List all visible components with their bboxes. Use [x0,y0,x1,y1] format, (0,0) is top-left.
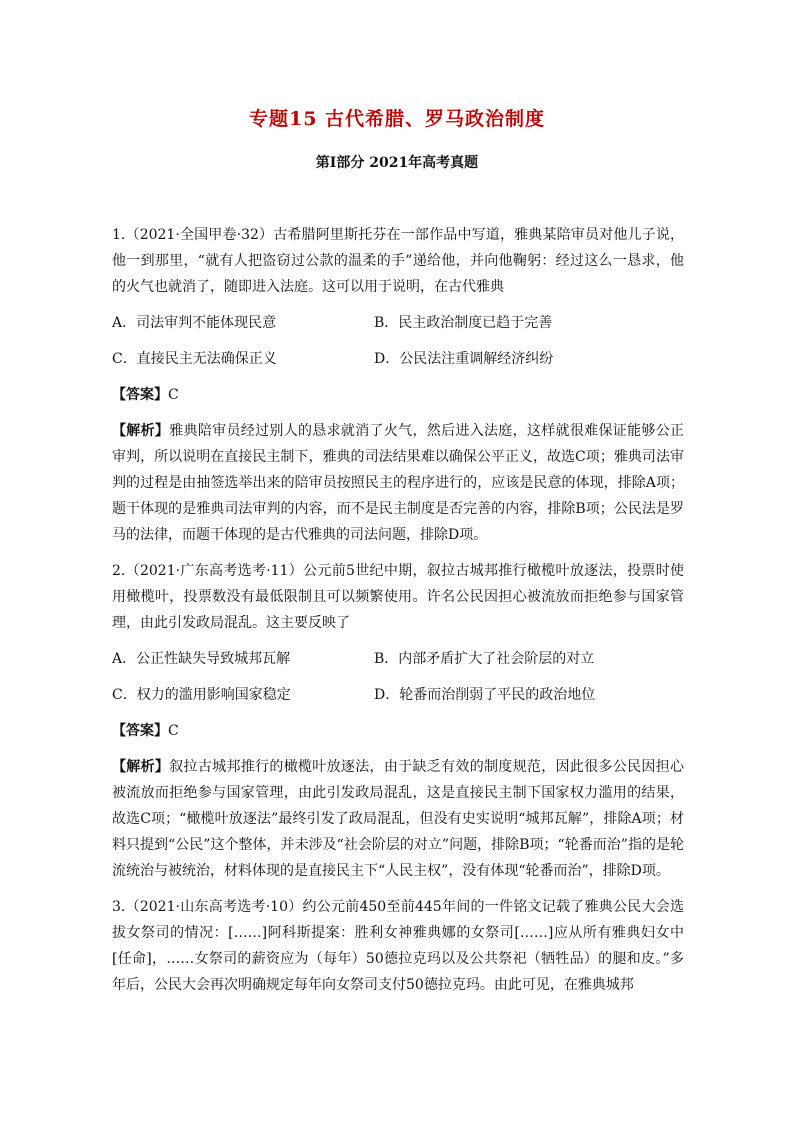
answer-label: 【答案】 [112,723,168,739]
question-1-option-a: A．司法审判不能体现民意 [112,315,277,331]
answer-value: C [168,387,179,403]
analysis-label: 【解析】 [112,759,170,775]
analysis-text: 雅典陪审员经过别人的恳求就消了火气，然后进入法庭，这样就很难保证能够公正审判，所以说明在直接民主制下，雅典的司法结果难以确保公平正义，故选C项；雅典司法审判的过程是由抽签选举出来的陪审员按照民主的程序进行的，应该是民意的体现，排除A项；题干体现的是雅典司法审判的内容，而不是民主制度是否完善的内容，排除B项；公民法是罗马的法律，而题干体现的是古代雅典的司法问题，排除D项。 [112,423,685,543]
question-1-option-c: C．直接民主无法确保正义 [112,351,277,367]
question-1-options [112,310,684,372]
answer-value: C [168,723,179,739]
analysis-text: 叙拉古城邦推行的橄榄叶放逐法，由于缺乏有效的制度规范，因此很多公民因担心被流放而拒绝参与国家管理，由此引发政局混乱，这是直接民主制下国家权力滥用的结果，故选C项；“橄榄叶放逐法”最终引发了政局混乱，但没有史实说明“城邦瓦解”，排除A项；材料只提到“公民”这个整体，并未涉及“社会阶层的对立”问题，排除B项；“轮番而治”指的是轮流统治与被统治，材料体现的是直接民主下“人民主权”，没有体现“轮番而治”，排除D项。 [112,759,685,879]
question-3-stem: 3.（2021·山东高考选考·10）约公元前450至前445年间的一件铭文记载了雅典公民大会选拔女祭司的情况：[……]阿科斯提案：胜利女神雅典娜的女祭司[……]应从所有雅典妇女中[任命]，……女祭司的薪资应为（每年）50德拉克玛以及公共祭祀（牺牲品）的腿和皮。”多年后，公民大会再次明确规定每年向女祭司支付50德拉克玛。由此可见，在雅典城邦 [112,899,684,993]
question-2-stem: 2.（2021·广东高考选考·11）公元前5世纪中期，叙拉古城邦推行橄榄叶放逐法，投票时使用橄榄叶，投票数没有最低限制且可以频繁使用。许名公民因担心被流放而拒绝参与国家管理，由此引发政局混乱。这主要反映了 [112,563,684,631]
analysis-label: 【解析】 [112,423,170,439]
question-2-analysis [112,754,684,884]
section-subtitle: 第Ⅰ部分 2021年高考真题 [315,155,479,171]
question-2-options [112,646,684,708]
question-2-option-d: D．轮番而治削弱了平民的政治地位 [374,687,596,703]
question-1-option-b: B．民主政治制度已趋于完善 [374,315,553,331]
question-2-answer [112,718,684,744]
question-1-stem: 1.（2021·全国甲卷·32）古希腊阿里斯托芬在一部作品中写道，雅典某陪审员对他儿子说，他一到那里，“就有人把盗窃过公款的温柔的手”递给他，并向他鞠躬：经过这么一恳求，他的火气也就消了，随即进入法庭。这可以用于说明，在古代雅典 [112,227,684,295]
question-2-option-b: B．内部矛盾扩大了社会阶层的对立 [374,651,595,667]
question-1-analysis [112,418,684,548]
question-2-option-a: A．公正性缺失导致城邦瓦解 [112,651,291,667]
page-title: 专题15 古代希腊、罗马政治制度 [248,108,546,130]
document-body [112,222,684,1008]
answer-label: 【答案】 [112,387,168,403]
question-2-option-c: C．权力的滥用影响国家稳定 [112,687,291,703]
question-1-answer [112,382,684,408]
question-1-option-d: D．公民法注重调解经济纠纷 [374,351,554,367]
